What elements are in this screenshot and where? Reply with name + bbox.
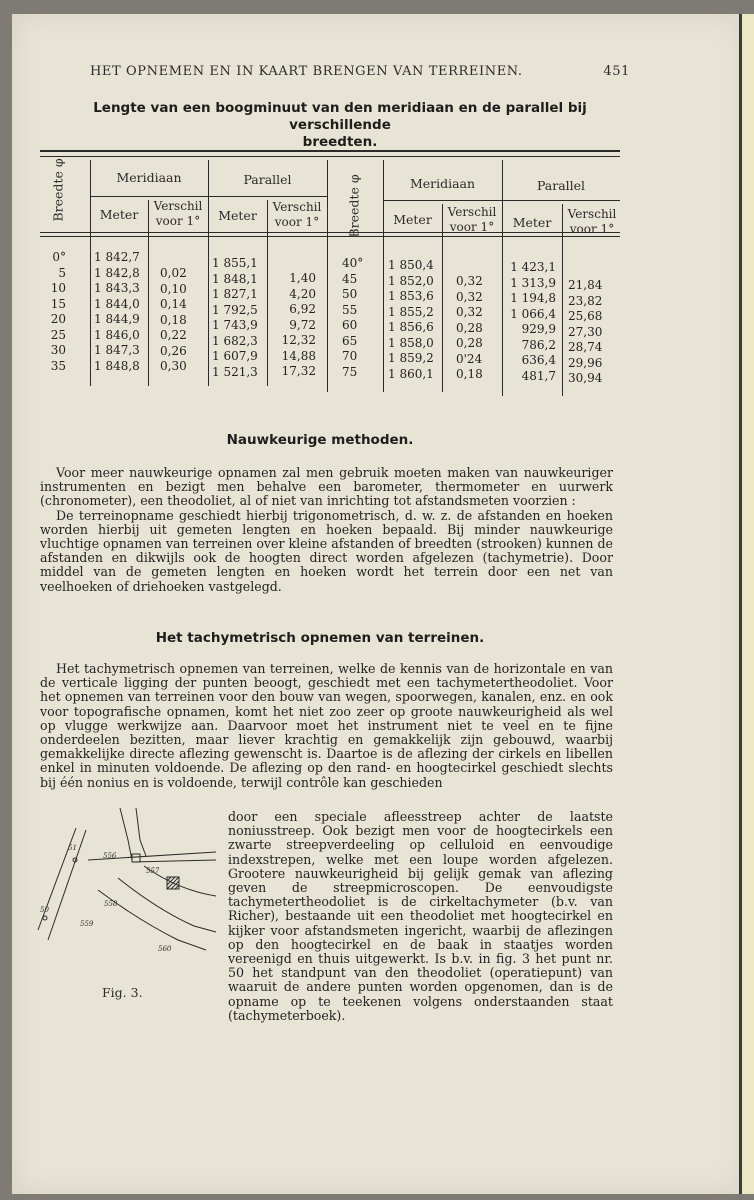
table-cell: 0,22: [160, 328, 187, 342]
table-cell: 0,28: [456, 320, 483, 335]
th-parallel-left: Parallel: [243, 172, 292, 187]
point-label: 556: [103, 852, 117, 860]
table-cell: 1 423,1: [510, 260, 556, 274]
table-cell: 1 852,0: [388, 273, 434, 288]
table-cell: 50: [342, 287, 358, 301]
paragraph: Voor meer nauwkeurige opnamen zal men gebruik moeten maken van nauwkeuriger instrumenten en bezigt men behalve een barometer, thermometer en uurwerk (chronometer), een theodoliet, al of niet van inrichting tot afstandsmeten voorzien :: [40, 465, 613, 509]
table-cell: 1 858,0: [388, 335, 434, 350]
table-cell: 1 853,6: [388, 289, 434, 303]
table-cell: 929,9: [521, 322, 556, 336]
point-label: 560: [158, 945, 172, 953]
table-cell: 1,40: [289, 271, 316, 285]
table-cell: 70: [342, 349, 358, 363]
col-parallel-meter-left: [212, 256, 266, 380]
table-cell: 0,26: [160, 343, 187, 358]
table-cell: 35: [50, 358, 66, 373]
table-cell: 12,32: [281, 333, 316, 347]
col-parallel-meter-right: [504, 260, 556, 384]
th-meridiaan-left: Meridiaan: [116, 170, 182, 185]
table-cell: 25,68: [568, 309, 603, 323]
table-cell: 0'24: [456, 351, 483, 366]
section2-text-full: [40, 662, 613, 790]
vline: [383, 160, 384, 392]
table-cell: 0,18: [160, 312, 187, 327]
table-top-rule: [40, 150, 620, 152]
table-cell: 6,92: [289, 302, 316, 316]
table-cell: 60: [342, 318, 358, 332]
table-cell: 25: [50, 327, 66, 342]
road-line: [120, 808, 132, 860]
table-cell: 27,30: [568, 324, 603, 339]
table-cell: 1 855,2: [388, 304, 434, 319]
th-meter: Meter: [99, 207, 139, 222]
table-caption-line1: Lengte van een boogminuut van den meridiaan en de parallel bij verschillende: [93, 100, 587, 133]
col-meridiaan-verschil-left: [160, 266, 208, 375]
table-cell: 28,74: [568, 340, 603, 354]
table-caption-line2: breedten.: [302, 134, 378, 150]
table-cell: 0,32: [456, 274, 483, 288]
table-cell: 65: [342, 333, 358, 348]
table-cell: 0,10: [160, 281, 187, 296]
table-cell: 1 194,8: [510, 291, 556, 305]
table-cell: 1 607,9: [212, 349, 258, 363]
table-cell: 0,02: [160, 266, 187, 280]
table-cell: 1 682,3: [212, 333, 258, 348]
th-voor: voor 1°: [274, 215, 320, 229]
section-title-nauwkeurige: Nauwkeurige methoden.: [226, 432, 414, 448]
table-cell: 4,20: [289, 286, 316, 301]
table-cell: 9,72: [289, 317, 316, 332]
table-cell: 1 848,8: [94, 358, 140, 373]
table-cell: 1 843,3: [94, 281, 140, 295]
table-cell: 0,32: [456, 289, 483, 304]
table-cell: 636,4: [521, 353, 556, 367]
th-verschil: Verschil: [153, 199, 203, 213]
building-mark: [132, 854, 140, 862]
vline: [327, 160, 328, 392]
road-line: [132, 860, 216, 862]
paragraph: Het tachymetrisch opnemen van terreinen, welke de kennis van de horizontale en van de verticale ligging der punten beoogt, geschiedt met een tachymetertheodoliet. Voor het opnemen van terreinen voor den bouw van wegen, spoorwegen, kanalen, enz. en ook voor topografische opnamen, komt het niet zoo zeer op groote nauwkeurigheid als wel op vlugge werkwijze aan. Daarvoor moet het instrument niet te veel en te fijne onderdeelen bezitten, maar liever krachtig en gemakkelijk zijn gebouwd, waarbij gemakkelijke directe aflezing gewenscht is. Daartoe is de aflezing der cirkels en libellen enkel in minuten voldoende. De aflezing op den rand- en hoogtecirkel geschiedt slechts bij één nonius en is voldoende, terwijl contrôle kan geschieden: [40, 661, 613, 790]
table-cell: 1 792,5: [212, 302, 258, 317]
paragraph: door een speciale afleesstreep achter de laatste noniusstreep. Ook bezigt men voor de hoogtecirkels een zwarte streepverdeeling op celluloid en eenvoudige indexstrepen, welke met een loupe worden afgelezen. Grootere nauwkeurigheid bij gelijk gemak van aflezing geven de streepmicroscopen. De eenvoudigste tachymetertheodoliet is de cirkeltachymeter (b.v. van Richer), bestaande uit een theodoliet met hoogtecirkel en kijker voor afstandsmeten ingericht, waarbij de aflezingen op den hoogtecirkel en de baak in staatjes worden vereenigd en thuis uitgewerkt. Is b.v. in fig. 3 het punt nr. 50 het standpunt van den theodoliet (operatiepunt) van waaruit de andere punten worden opgenomen, dan is de opname op te teekenen volgens onderstaanden staat (tachymeterboek).: [228, 809, 613, 1023]
table-cell: 1 855,1: [212, 256, 258, 270]
table-cell: 1 842,8: [94, 265, 140, 280]
col-meridiaan-verschil-right: [456, 274, 502, 383]
table-cell: 0,30: [160, 359, 187, 373]
table-cell: 1 743,9: [212, 318, 258, 332]
table-cell: 1 827,1: [212, 287, 258, 301]
running-header: [90, 64, 630, 79]
point-label: 558: [104, 900, 118, 908]
col-parallel-verschil-right: [568, 278, 620, 387]
th-breedte-right: Breedte φ: [346, 174, 362, 238]
th-meter: Meter: [512, 215, 552, 230]
table-cell: 45: [342, 271, 358, 286]
table-cell: 1 844,9: [94, 312, 140, 326]
table-cell: 1 842,7: [94, 250, 140, 264]
table-cell: 0,18: [456, 367, 483, 381]
table-cell: 10: [50, 281, 66, 295]
table-cell: 0,14: [160, 297, 187, 311]
table-cell: 1 521,3: [212, 364, 258, 379]
table-cell: 786,2: [521, 337, 556, 352]
table-cell: 1 859,2: [388, 351, 434, 365]
th-verschil: Verschil: [272, 200, 322, 214]
table-cell: 40°: [342, 256, 364, 270]
vline: [208, 160, 209, 386]
road-line: [98, 890, 206, 950]
table-cell: 17,32: [281, 364, 316, 378]
table-cell: 21,84: [568, 278, 603, 292]
table-cell: 15: [50, 296, 66, 311]
section2-text-narrow: [228, 810, 613, 1023]
table-cell: 14,88: [281, 348, 316, 363]
vline: [502, 160, 503, 396]
figure-caption: Fig. 3.: [102, 985, 143, 1000]
point-label: 50: [40, 906, 49, 914]
col-parallel-verschil-left: [270, 271, 316, 380]
vline: [90, 160, 91, 386]
table-cell: 30,94: [568, 371, 603, 385]
th-meter: Meter: [393, 212, 432, 227]
point-label: 51: [68, 844, 77, 852]
table-cell: 1 313,9: [510, 275, 556, 290]
table-cell: 1 860,1: [388, 366, 434, 381]
station-50-mark: [43, 916, 47, 920]
th-verschil: Verschil: [447, 205, 497, 219]
table-cell: 0°: [52, 250, 66, 264]
paragraph: De terreinopname geschiedt hierbij trigonometrisch, d. w. z. de afstanden en hoeken worden hierbij uit gemeten lengten en hoeken bepaald. Bij minder nauwkeurige vluchtige opnamen van terreinen over kleine afstanden of breedten (strooken) kunnen de afstanden en dikwijls ook de hoogten direct worden afgelezen (tachymetrie). Door middel van de gemeten lengten en hoeken wordt het terrein door een net van veelhoeken of driehoeken vastgelegd.: [40, 507, 613, 594]
point-label: 557: [146, 867, 160, 875]
th-breedte-left: Breedte φ: [50, 158, 66, 222]
th-voor: voor 1°: [155, 214, 201, 228]
col-meridiaan-meter-left: [94, 250, 148, 374]
table-cell: 30: [50, 343, 66, 357]
col-breedte-right: [342, 256, 378, 380]
table-cell: 1 847,3: [94, 343, 140, 357]
table-top-rule-2: [40, 156, 620, 157]
table-cell: 1 850,4: [388, 258, 434, 272]
figure-3-sketch: [28, 800, 218, 990]
section-title-tachymetrisch: Het tachymetrisch opnemen van terreinen.: [155, 630, 485, 646]
th-verschil: Verschil: [567, 207, 617, 221]
table-cell: 1 844,0: [94, 296, 140, 311]
point-label: 559: [80, 920, 94, 928]
table-cell: 1 066,4: [510, 306, 556, 321]
table-cell: 0,28: [456, 336, 483, 350]
page-number: 451: [603, 64, 630, 79]
table-caption: [40, 100, 640, 151]
table-head-rule-2: [40, 236, 620, 237]
col-breedte-left: [44, 250, 66, 374]
section1-text: [40, 466, 613, 594]
table-cell: 5: [58, 265, 66, 280]
table-cell: 1 856,6: [388, 320, 434, 334]
running-title: HET OPNEMEN EN IN KAART BRENGEN VAN TERREINEN.: [90, 64, 523, 79]
table-cell: 75: [342, 364, 358, 379]
th-meridiaan-right: Meridiaan: [409, 176, 476, 191]
th-parallel-right: Parallel: [536, 178, 586, 193]
th-voor: voor 1°: [569, 222, 615, 236]
table-cell: 29,96: [568, 355, 603, 370]
table-cell: 0,32: [456, 305, 483, 319]
table-cell: 55: [342, 302, 358, 317]
col-meridiaan-meter-right: [388, 258, 442, 382]
table-cell: 20: [50, 312, 66, 326]
table-cell: 23,82: [568, 293, 603, 308]
page-edge: [739, 14, 754, 1194]
table-cell: 1 846,0: [94, 327, 140, 342]
table-head-rule: [40, 232, 620, 233]
table-cell: 1 848,1: [212, 271, 258, 286]
road-line: [136, 808, 146, 856]
th-voor: voor 1°: [449, 220, 495, 234]
th-meter: Meter: [218, 208, 257, 223]
table-cell: 481,7: [521, 368, 556, 383]
